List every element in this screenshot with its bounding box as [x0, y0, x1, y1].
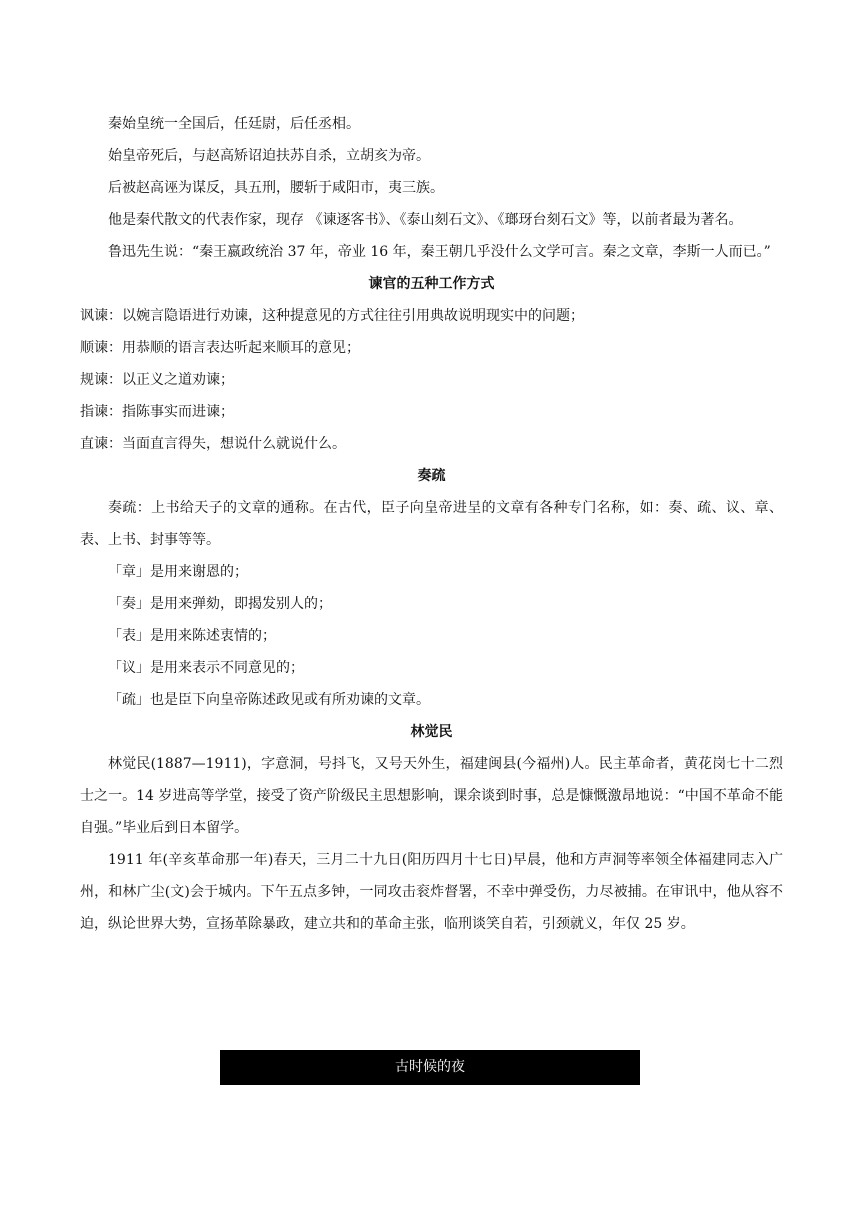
- paragraph: 后被赵高诬为谋反，具五刑，腰斩于咸阳市，夷三族。: [108, 180, 444, 196]
- paragraph: 「议」是用来表示不同意见的；: [108, 660, 304, 676]
- paragraph: 林觉民(1887—1911)，字意洞，号抖飞，又号天外生，福建闽县(今福州)人。民主革命者，黄花岗七十二烈士之一。14 岁进高等学堂，接受了资产阶级民主思想影响，课余谈到时事，总是慷慨激昂地说：“中国不革命不能自强。”毕业后到日本留学。: [80, 756, 783, 836]
- paragraph: 秦始皇统一全国后，任廷尉，后任丞相。: [108, 116, 360, 132]
- paragraph: 「疏」也是臣下向皇帝陈述政见或有所劝谏的文章。: [108, 692, 430, 708]
- list-item: 规谏：以正义之道劝谏；: [80, 372, 234, 388]
- paragraph: 「章」是用来谢恩的；: [108, 564, 248, 580]
- section-heading-remonstrance: 谏官的五种工作方式: [368, 276, 495, 292]
- paragraph: 1911 年(辛亥革命那一年)春天，三月二十九日(阳历四月十七日)早晨，他和方声洞等率领全体福建同志入广州，和林广尘(文)会于城内。下午五点多钟，一同攻击衮炸督署，不幸中弹受伤，力尽被捕。在审讯中，他从容不迫，纵论世界大势，宣扬革除暴政，建立共和的革命主张，临刑谈笑自若，引颈就义，年仅 25 岁。: [80, 852, 783, 932]
- section-heading-memorial: 奏疏: [417, 468, 446, 484]
- list-item: 讽谏：以婉言隐语进行劝谏，这种提意见的方式往往引用典故说明现实中的问题；: [80, 308, 584, 324]
- section-heading-lin-juemin: 林觉民: [410, 724, 453, 740]
- paragraph: 「奏」是用来弹劾，即揭发别人的；: [108, 596, 332, 612]
- paragraph: 始皇帝死后，与赵高矫诏迫扶苏自杀，立胡亥为帝。: [108, 148, 430, 164]
- list-item: 顺谏：用恭顺的语言表达听起来顺耳的意见；: [80, 340, 360, 356]
- paragraph: 奏疏：上书给天子的文章的通称。在古代，臣子向皇帝进呈的文章有各种专门名称，如：奏、疏、议、章、表、上书、封事等等。: [80, 500, 783, 548]
- document-body: [80, 108, 783, 940]
- paragraph: 鲁迅先生说：“秦王嬴政统治 37 年，帝业 16 年，秦王朝几乎没什么文学可言。秦之文章，李斯一人而已。”: [108, 244, 771, 260]
- paragraph: 他是秦代散文的代表作家，现存 《谏逐客书》、《泰山刻石文》、《瑯玡台刻石文》等，以前者最为著名。: [108, 212, 743, 228]
- section-banner: 古时候的夜: [220, 1050, 640, 1085]
- list-item: 直谏：当面直言得失，想说什么就说什么。: [80, 436, 346, 452]
- list-item: 指谏：指陈事实而进谏；: [80, 404, 234, 420]
- paragraph: 「表」是用来陈述衷情的；: [108, 628, 276, 644]
